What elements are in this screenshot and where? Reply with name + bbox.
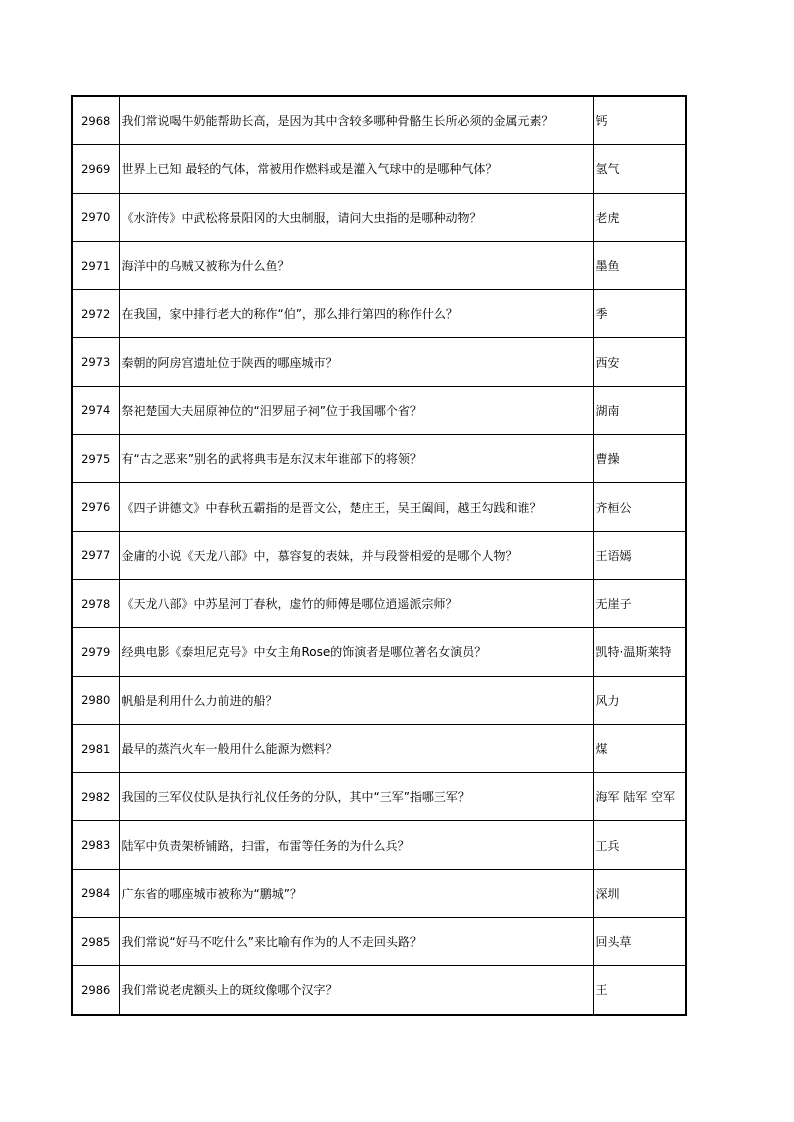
question-cell: 《水浒传》中武松将景阳冈的大虫制服，请问大虫指的是哪种动物？ <box>119 193 593 241</box>
row-number: 2975 <box>72 435 119 483</box>
answer-cell: 墨鱼 <box>593 241 686 289</box>
question-cell: 我们常说老虎额头上的斑纹像哪个汉字？ <box>119 966 593 1015</box>
question-cell: 帆船是利用什么力前进的船？ <box>119 676 593 724</box>
quiz-table <box>71 95 687 1016</box>
question-cell: 《天龙八部》中苏星河丁春秋，虚竹的师傅是哪位逍遥派宗师？ <box>119 579 593 627</box>
table-row <box>72 628 686 676</box>
answer-cell: 氢气 <box>593 145 686 193</box>
row-number: 2974 <box>72 386 119 434</box>
quiz-table-body <box>72 96 686 1015</box>
question-cell: 我国的三军仪仗队是执行礼仪任务的分队，其中“三军”指哪三军？ <box>119 773 593 821</box>
question-cell: 最早的蒸汽火车一般用什么能源为燃料？ <box>119 724 593 772</box>
answer-cell: 回头草 <box>593 918 686 966</box>
question-cell: 经典电影《泰坦尼克号》中女主角Rose的饰演者是哪位著名女演员？ <box>119 628 593 676</box>
row-number: 2976 <box>72 483 119 531</box>
row-number: 2984 <box>72 869 119 917</box>
answer-cell: 凯特·温斯莱特 <box>593 628 686 676</box>
question-cell: 金庸的小说《天龙八部》中，慕容复的表妹，并与段誉相爱的是哪个人物？ <box>119 531 593 579</box>
table-row <box>72 386 686 434</box>
table-row <box>72 435 686 483</box>
row-number: 2968 <box>72 96 119 145</box>
answer-cell: 海军 陆军 空军 <box>593 773 686 821</box>
table-row <box>72 869 686 917</box>
row-number: 2981 <box>72 724 119 772</box>
question-cell: 广东省的哪座城市被称为“鹏城”？ <box>119 869 593 917</box>
table-row <box>72 579 686 627</box>
answer-cell: 西安 <box>593 338 686 386</box>
table-row <box>72 821 686 869</box>
table-row <box>72 531 686 579</box>
row-number: 2986 <box>72 966 119 1015</box>
row-number: 2980 <box>72 676 119 724</box>
table-row <box>72 724 686 772</box>
table-row <box>72 290 686 338</box>
row-number: 2985 <box>72 918 119 966</box>
table-row <box>72 241 686 289</box>
table-row <box>72 773 686 821</box>
row-number: 2971 <box>72 241 119 289</box>
row-number: 2982 <box>72 773 119 821</box>
row-number: 2977 <box>72 531 119 579</box>
answer-cell: 风力 <box>593 676 686 724</box>
row-number: 2983 <box>72 821 119 869</box>
question-cell: 在我国，家中排行老大的称作“伯”，那么排行第四的称作什么？ <box>119 290 593 338</box>
answer-cell: 工兵 <box>593 821 686 869</box>
row-number: 2978 <box>72 579 119 627</box>
row-number: 2979 <box>72 628 119 676</box>
table-row <box>72 338 686 386</box>
answer-cell: 曹操 <box>593 435 686 483</box>
answer-cell: 王 <box>593 966 686 1015</box>
table-row <box>72 96 686 145</box>
question-cell: 《四子讲德文》中春秋五霸指的是晋文公，楚庄王，吴王阖闾，越王勾践和谁？ <box>119 483 593 531</box>
question-cell: 陆军中负责架桥铺路，扫雷，布雷等任务的为什么兵？ <box>119 821 593 869</box>
answer-cell: 季 <box>593 290 686 338</box>
answer-cell: 湖南 <box>593 386 686 434</box>
row-number: 2969 <box>72 145 119 193</box>
question-cell: 我们常说喝牛奶能帮助长高，是因为其中含较多哪种骨骼生长所必须的金属元素？ <box>119 96 593 145</box>
answer-cell: 深圳 <box>593 869 686 917</box>
table-row <box>72 676 686 724</box>
answer-cell: 无崖子 <box>593 579 686 627</box>
row-number: 2973 <box>72 338 119 386</box>
question-cell: 有“古之恶来”别名的武将典韦是东汉末年谁部下的将领？ <box>119 435 593 483</box>
table-row <box>72 483 686 531</box>
question-cell: 秦朝的阿房宫遗址位于陕西的哪座城市？ <box>119 338 593 386</box>
table-row <box>72 145 686 193</box>
row-number: 2972 <box>72 290 119 338</box>
question-cell: 我们常说“好马不吃什么”来比喻有作为的人不走回头路？ <box>119 918 593 966</box>
table-row <box>72 918 686 966</box>
answer-cell: 煤 <box>593 724 686 772</box>
answer-cell: 王语嫣 <box>593 531 686 579</box>
question-cell: 海洋中的乌贼又被称为什么鱼？ <box>119 241 593 289</box>
question-cell: 祭祀楚国大夫屈原神位的“汨罗屈子祠”位于我国哪个省？ <box>119 386 593 434</box>
answer-cell: 齐桓公 <box>593 483 686 531</box>
row-number: 2970 <box>72 193 119 241</box>
answer-cell: 老虎 <box>593 193 686 241</box>
answer-cell: 钙 <box>593 96 686 145</box>
table-row <box>72 193 686 241</box>
question-cell: 世界上已知 最轻的气体，常被用作燃料或是灌入气球中的是哪种气体？ <box>119 145 593 193</box>
table-row <box>72 966 686 1015</box>
